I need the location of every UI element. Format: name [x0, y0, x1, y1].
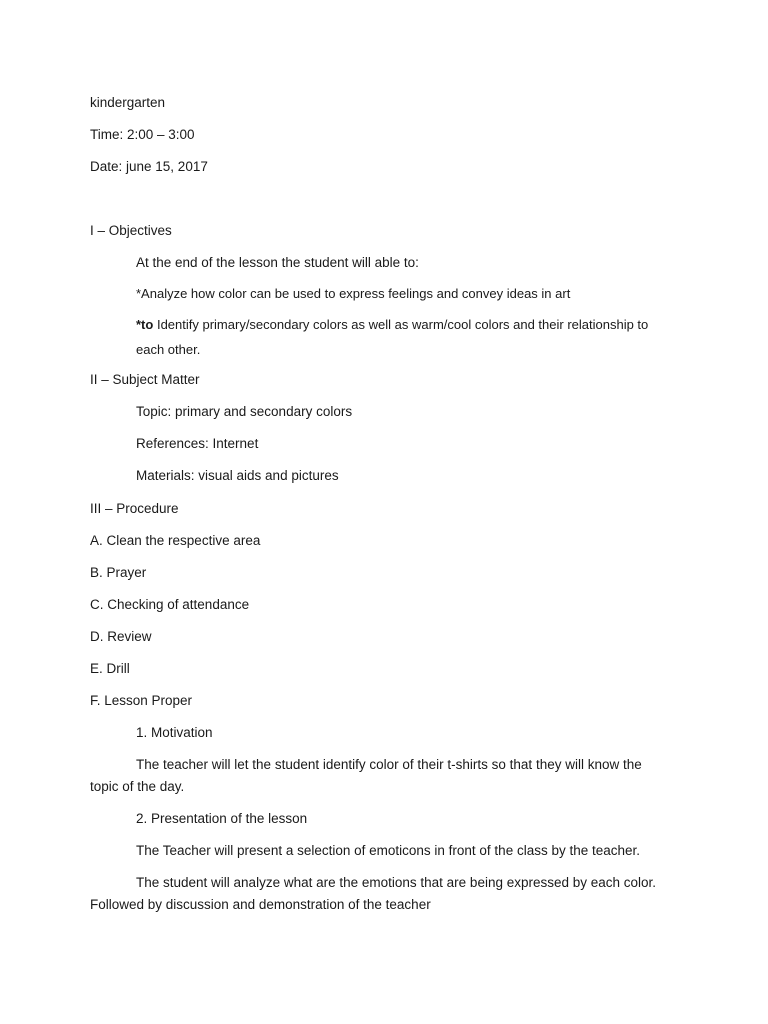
grade-level: kindergarten [90, 95, 166, 110]
objective-item-2 [136, 316, 648, 334]
subject-topic: Topic: primary and secondary colors [136, 404, 353, 419]
lesson-date: Date: june 15, 2017 [90, 159, 208, 174]
motivation-text-line-1: The teacher will let the student identify color of their t-shirts so that they will know the [136, 757, 642, 772]
objectives-heading: I – Objectives [90, 223, 172, 238]
motivation-heading: 1. Motivation [136, 725, 213, 740]
procedure-step-e: E. Drill [90, 661, 130, 676]
objective-item-1: *Analyze how color can be used to express feelings and convey ideas in art [136, 286, 571, 301]
procedure-step-f: F. Lesson Proper [90, 693, 193, 708]
objective-item-2-text: Identify primary/secondary colors as well as warm/cool colors and their relationship to [153, 317, 649, 332]
subject-materials: Materials: visual aids and pictures [136, 468, 339, 483]
procedure-step-d: D. Review [90, 629, 152, 644]
objective-item-2-continued: each other. [136, 342, 201, 357]
procedure-step-c: C. Checking of attendance [90, 597, 250, 612]
lesson-time: Time: 2:00 – 3:00 [90, 127, 195, 142]
procedure-step-b: B. Prayer [90, 565, 147, 580]
presentation-heading: 2. Presentation of the lesson [136, 811, 308, 826]
presentation-paragraph-2-line-1: The student will analyze what are the emotions that are being expressed by each color. [136, 875, 657, 890]
presentation-paragraph-1: The Teacher will present a selection of emoticons in front of the class by the teacher. [136, 843, 641, 858]
subject-matter-heading: II – Subject Matter [90, 372, 200, 387]
objective-item-2-prefix: *to [136, 317, 154, 332]
procedure-heading: III – Procedure [90, 501, 179, 516]
subject-references: References: Internet [136, 436, 259, 451]
objectives-intro: At the end of the lesson the student will able to: [136, 255, 419, 270]
procedure-step-a: A. Clean the respective area [90, 533, 261, 548]
motivation-text-line-2: topic of the day. [90, 779, 185, 794]
presentation-paragraph-2-line-2: Followed by discussion and demonstration of the teacher [90, 897, 431, 912]
